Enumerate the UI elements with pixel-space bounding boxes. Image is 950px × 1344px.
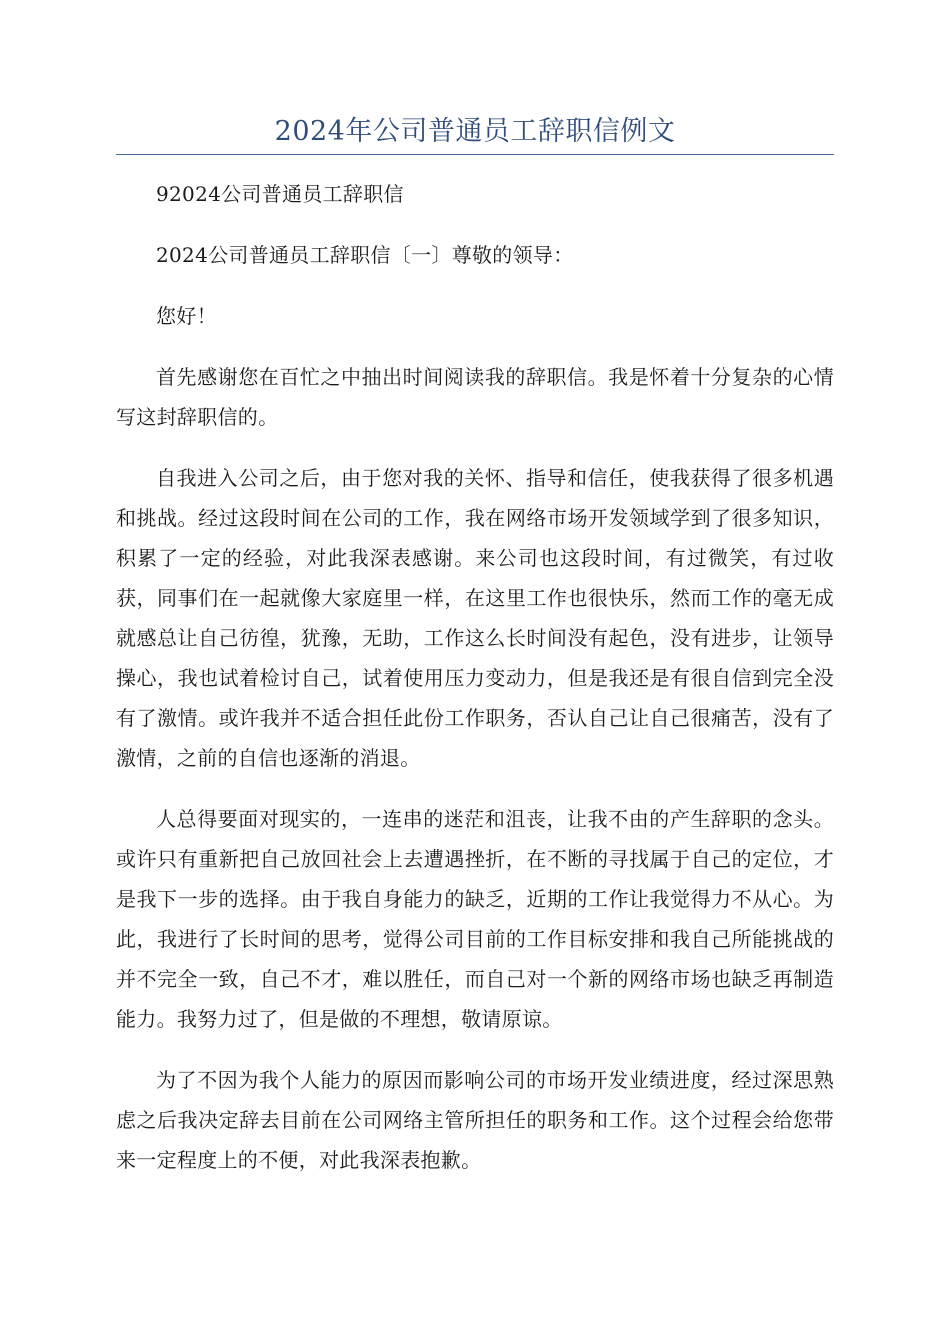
paragraph: 2024公司普通员工辞职信〔一〕尊敬的领导： [156, 243, 574, 267]
title-underline [116, 154, 834, 155]
paragraph: 为了不因为我个人能力的原因而影响公司的市场开发业绩进度，经过深思熟虑之后我决定辞去目前在公司网络主管所担任的职务和工作。这个过程会给您带来一定程度上的不便，对此我深表抱歉。 [116, 1068, 834, 1172]
document-body [116, 174, 834, 1201]
paragraph: 人总得要面对现实的，一连串的迷茫和沮丧，让我不由的产生辞职的念头。或许只有重新把自己放回社会上去遭遇挫折，在不断的寻找属于自己的定位，才是我下一步的选择。由于我自身能力的缺乏，近期的工作让我觉得力不从心。为此，我进行了长时间的思考，觉得公司目前的工作目标安排和我自己所能挑战的并不完全一致，自己不才，难以胜任，而自己对一个新的网络市场也缺乏再制造能力。我努力过了，但是做的不理想，敬请原谅。 [116, 807, 834, 1031]
paragraph: 首先感谢您在百忙之中抽出时间阅读我的辞职信。我是怀着十分复杂的心情写这封辞职信的。 [116, 365, 834, 429]
greeting-paragraph: 您好！ [156, 304, 217, 328]
document-title: 2024年公司普通员工辞职信例文 [274, 116, 676, 147]
paragraph: 自我进入公司之后，由于您对我的关怀、指导和信任，使我获得了很多机遇和挑战。经过这段时间在公司的工作，我在网络市场开发领域学到了很多知识，积累了一定的经验，对此我深表感谢。来公司也这段时间，有过微笑，有过收获，同事们在一起就像大家庭里一样，在这里工作也很快乐，然而工作的毫无成就感总让自己彷徨，犹豫，无助，工作这么长时间没有起色，没有进步，让领导操心，我也试着检讨自己，试着使用压力变动力，但是我还是有很自信到完全没有了激情。或许我并不适合担任此份工作职务，否认自己让自己很痛苦，没有了激情，之前的自信也逐渐的消退。 [116, 466, 834, 770]
paragraph: 92024公司普通员工辞职信 [156, 182, 404, 206]
